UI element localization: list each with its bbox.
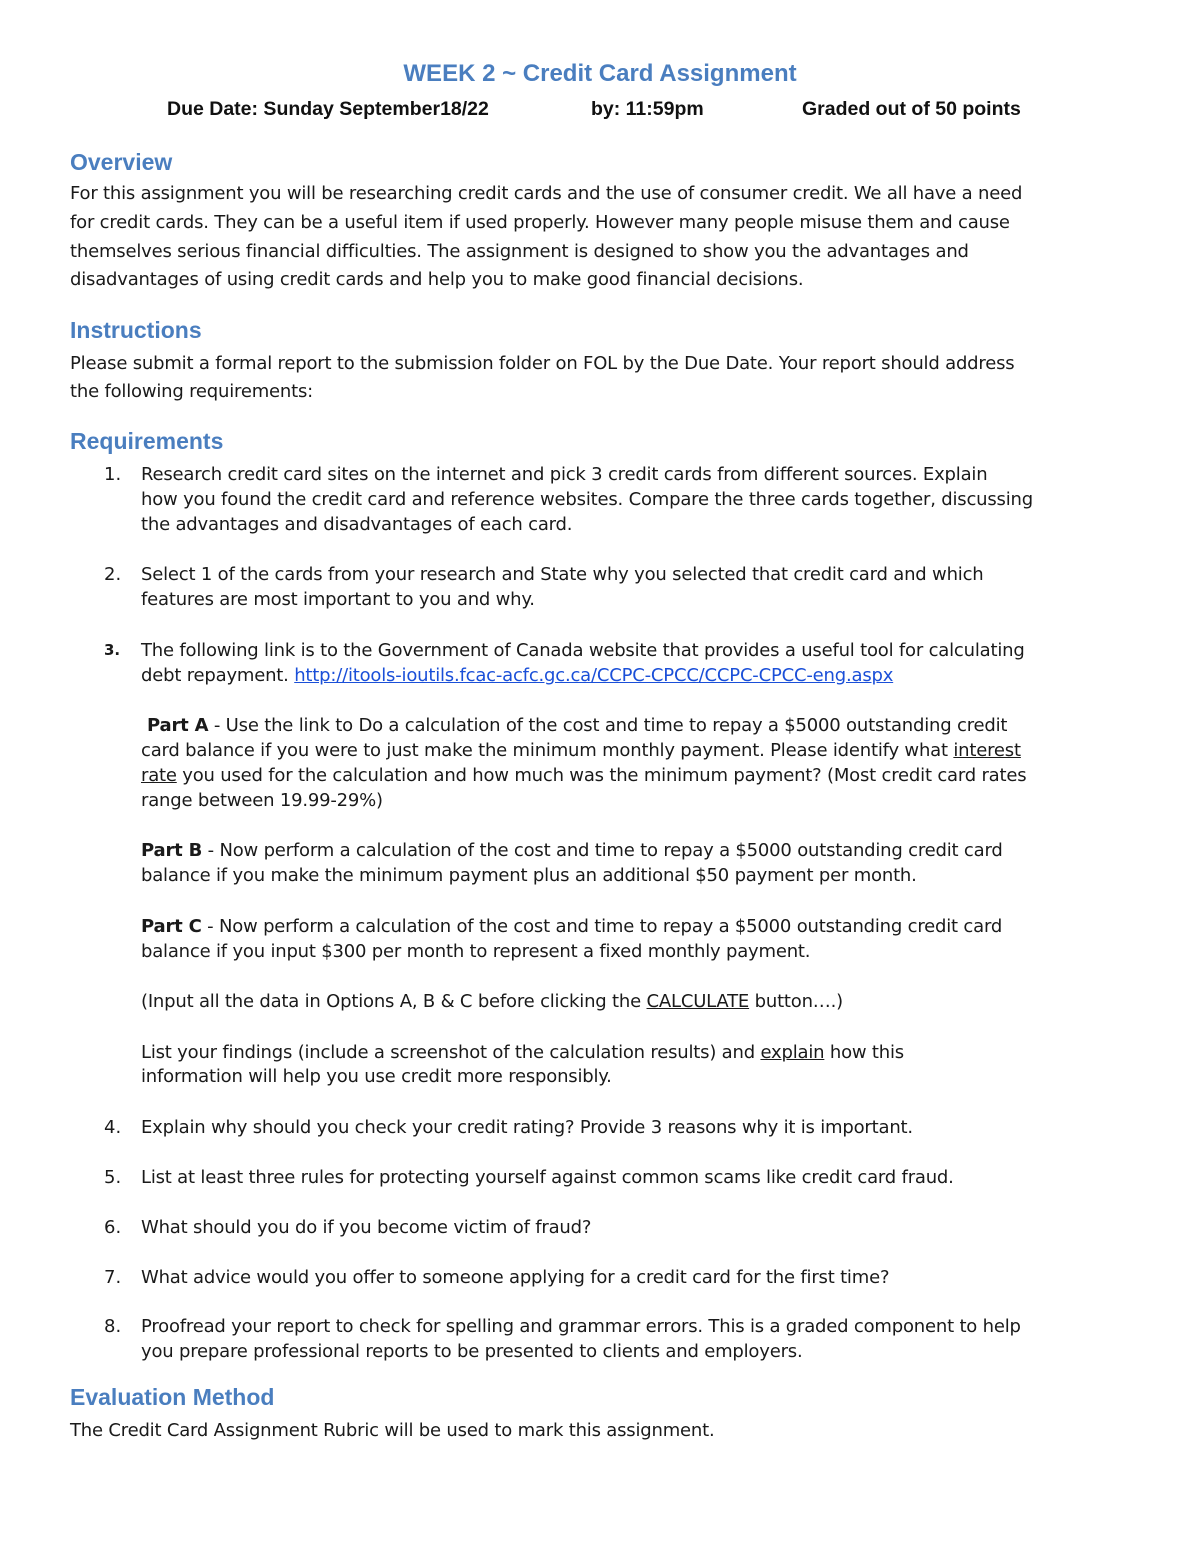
explain-underline: explain xyxy=(760,1042,825,1063)
item-4-text: Explain why should you check your credit rating? Provide 3 reasons why it is important. xyxy=(141,1117,913,1138)
input-note-pre: (Input all the data in Options A, B & C before clicking the xyxy=(141,991,647,1012)
instructions-line-2: the following requirements: xyxy=(70,381,314,402)
evaluation-heading: Evaluation Method xyxy=(70,1384,275,1410)
item-1-number: 1. xyxy=(104,464,122,485)
input-note xyxy=(141,989,1141,1015)
interest-underline: interest xyxy=(953,740,1021,761)
item-4-number: 4. xyxy=(104,1117,122,1138)
part-a-label: Part A xyxy=(147,715,209,736)
calculate-underline: CALCULATE xyxy=(646,991,750,1012)
item-1-line-3: the advantages and disadvantages of each card. xyxy=(141,514,573,535)
part-c-line-1-text: - Now perform a calculation of the cost and time to repay a $5000 outstanding credit card xyxy=(201,916,1003,937)
item-3-line-2 xyxy=(141,663,1141,689)
part-a-line-3 xyxy=(141,763,1141,789)
part-b-line-1-text: - Now perform a calculation of the cost and time to repay a $5000 outstanding credit card xyxy=(202,840,1003,861)
item-8-number: 8. xyxy=(104,1316,122,1337)
findings-line-2: information will help you use credit more responsibly. xyxy=(141,1066,612,1087)
part-a-line-1 xyxy=(147,713,1147,739)
item-7-number: 7. xyxy=(104,1267,122,1288)
due-time: by: 11:59pm xyxy=(591,98,704,120)
item-5-text: List at least three rules for protecting yourself against common scams like credit card fraud. xyxy=(141,1167,954,1188)
part-c-label: Part C xyxy=(141,916,202,937)
fcac-calculator-link[interactable]: http://itools-ioutils.fcac-acfc.gc.ca/CCPC-CPCC/CCPC-CPCC-eng.aspx xyxy=(294,665,894,686)
item-3-line-1: The following link is to the Government of Canada website that provides a useful tool for calculating xyxy=(141,640,1025,661)
overview-line-2: for credit cards. They can be a useful item if used properly. However many people misuse them and cause xyxy=(70,212,1010,233)
part-c-line-2: balance if you input $300 per month to represent a fixed monthly payment. xyxy=(141,941,811,962)
part-a-line-2 xyxy=(141,738,1141,764)
due-date: Due Date: Sunday September18/22 xyxy=(167,98,489,120)
rate-underline: rate xyxy=(141,765,177,786)
part-a-line-1-text: - Use the link to Do a calculation of the cost and time to repay a $5000 outstanding credit xyxy=(208,715,1008,736)
item-5-number: 5. xyxy=(104,1167,122,1188)
findings-line-1 xyxy=(141,1040,1141,1066)
part-b-label: Part B xyxy=(141,840,203,861)
item-2-number: 2. xyxy=(104,564,122,585)
item-1-line-1: Research credit card sites on the internet and pick 3 credit cards from different sources. Explain xyxy=(141,464,988,485)
item-2-line-1: Select 1 of the cards from your research and State why you selected that credit card and which xyxy=(141,564,984,585)
item-8-line-1: Proofread your report to check for spelling and grammar errors. This is a graded component to help xyxy=(141,1316,1021,1337)
requirements-heading: Requirements xyxy=(70,428,224,454)
item-2-line-2: features are most important to you and why. xyxy=(141,589,535,610)
findings-post: how this xyxy=(824,1042,904,1063)
input-note-post: button….) xyxy=(749,991,843,1012)
item-3-number: 3. xyxy=(104,641,121,659)
graded-points: Graded out of 50 points xyxy=(802,98,1021,120)
assignment-title: WEEK 2 ~ Credit Card Assignment xyxy=(403,60,797,87)
part-b-line-2: balance if you make the minimum payment plus an additional $50 payment per month. xyxy=(141,865,917,886)
instructions-heading: Instructions xyxy=(70,317,202,343)
overview-line-4: disadvantages of using credit cards and help you to make good financial decisions. xyxy=(70,269,804,290)
item-6-text: What should you do if you become victim of fraud? xyxy=(141,1217,592,1238)
item-3-line-2-prefix: debt repayment. xyxy=(141,665,295,686)
item-8-line-2: you prepare professional reports to be presented to clients and employers. xyxy=(141,1341,803,1362)
part-c-line-1 xyxy=(141,914,1141,940)
instructions-line-1: Please submit a formal report to the submission folder on FOL by the Due Date. Your report should address xyxy=(70,353,1015,374)
item-1-line-2: how you found the credit card and reference websites. Compare the three cards together, discussing xyxy=(141,489,1033,510)
part-b-line-1 xyxy=(141,838,1141,864)
part-a-line-3-text: you used for the calculation and how much was the minimum payment? (Most credit card rates xyxy=(176,765,1027,786)
overview-line-3: themselves serious financial difficulties. The assignment is designed to show you the advantages and xyxy=(70,241,969,262)
part-a-line-2-text: card balance if you were to just make the minimum monthly payment. Please identify what xyxy=(141,740,954,761)
findings-pre: List your findings (include a screenshot of the calculation results) and xyxy=(141,1042,761,1063)
evaluation-text: The Credit Card Assignment Rubric will be used to mark this assignment. xyxy=(70,1420,715,1441)
overview-line-1: For this assignment you will be researching credit cards and the use of consumer credit. We all have a need xyxy=(70,183,1023,204)
item-7-text: What advice would you offer to someone applying for a credit card for the first time? xyxy=(141,1267,890,1288)
overview-heading: Overview xyxy=(70,149,173,175)
item-6-number: 6. xyxy=(104,1217,122,1238)
part-a-line-4: range between 19.99-29%) xyxy=(141,790,383,811)
